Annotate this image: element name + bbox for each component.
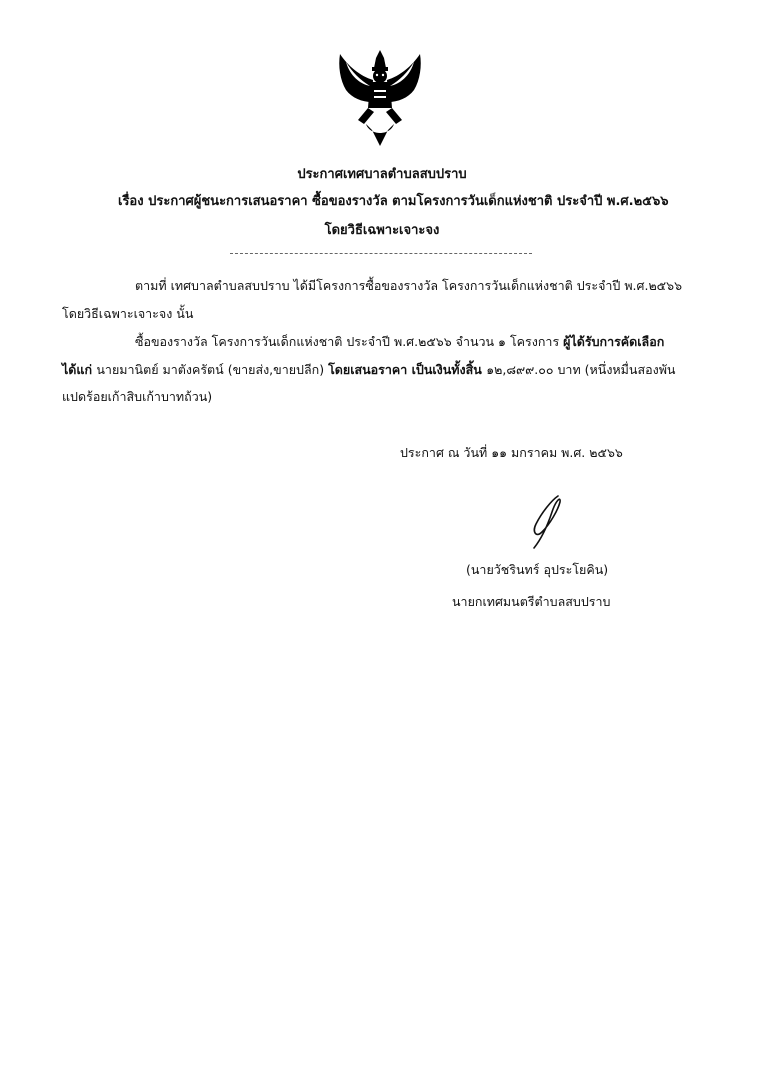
garuda-emblem-icon	[330, 46, 430, 148]
selected-label: ผู้ได้รับการคัดเลือก	[563, 334, 665, 349]
purchase-description: ซื้อของรางวัล โครงการวันเด็กแห่งชาติ ประจำปี พ.ศ.๒๕๖๖ จำนวน ๑ โครงการ	[135, 334, 564, 349]
signer-position: นายกเทศมนตรีตำบลสบปราบ	[452, 594, 611, 609]
paragraph-1-line-2: โดยวิธีเฉพาะเจาะจง นั้น	[62, 306, 194, 321]
paragraph-2-line-3: แปดร้อยเก้าสิบเก้าบาทถ้วน)	[62, 389, 213, 404]
price-label: โดยเสนอราคา เป็นเงินทั้งสิ้น	[328, 362, 487, 377]
paragraph-2-line-1	[135, 332, 664, 352]
separator-line	[230, 253, 532, 254]
signature	[528, 492, 576, 550]
signer-name: (นายวัชรินทร์ อุประโยคิน)	[466, 562, 609, 577]
price-amount: ๑๒,๘๙๙.๐๐ บาท (หนึ่งหมื่นสองพัน	[486, 362, 676, 377]
announcement-title: ประกาศเทศบาลตำบลสบปราบ	[297, 167, 467, 182]
announcement-subject: เรื่อง ประกาศผู้ชนะการเสนอราคา ซื้อของรางวัล ตามโครงการวันเด็กแห่งชาติ ประจำปี พ.ศ.๒๕๖๖	[118, 194, 669, 209]
recipient-prefix: ได้แก่	[62, 362, 97, 377]
vendor-name: นายมานิตย์ มาตังครัตน์ (ขายส่ง,ขายปลีก)	[96, 362, 329, 377]
paragraph-2-line-2	[62, 360, 675, 380]
announcement-date: ประกาศ ณ วันที่ ๑๑ มกราคม พ.ศ. ๒๕๖๖	[400, 445, 623, 460]
procurement-method: โดยวิธีเฉพาะเจาะจง	[324, 223, 440, 238]
paragraph-1-line-1: ตามที่ เทศบาลตำบลสบปราบ ได้มีโครงการซื้อของรางวัล โครงการวันเด็กแห่งชาติ ประจำปี พ.ศ.๒๕๖๖	[135, 278, 683, 293]
